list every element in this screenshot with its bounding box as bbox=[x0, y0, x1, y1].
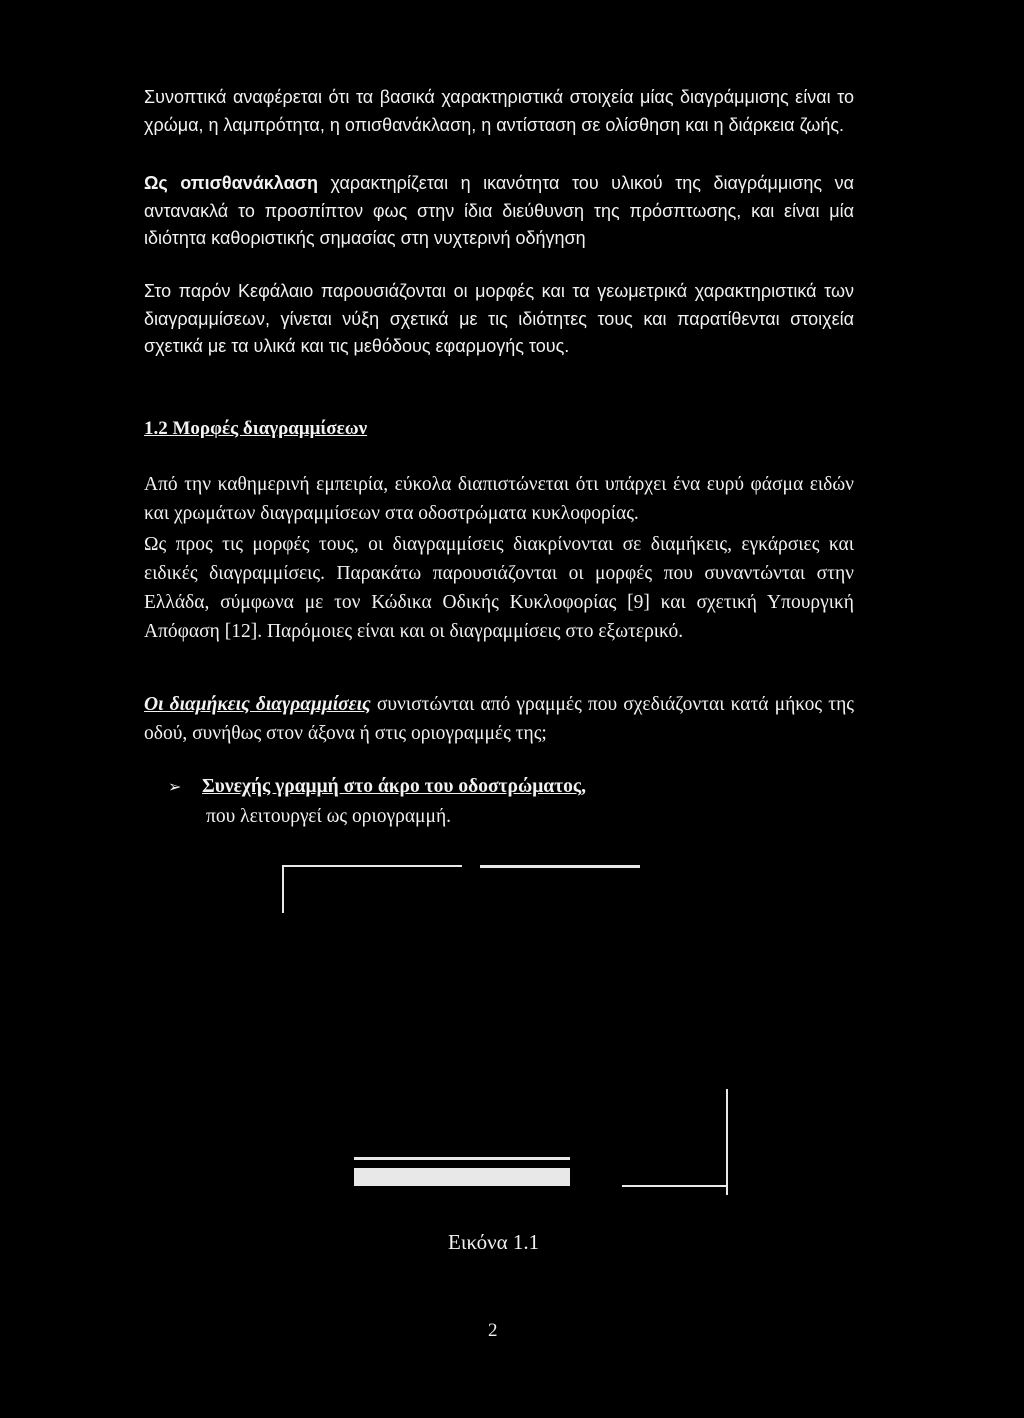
figure-top-line-right bbox=[480, 865, 640, 868]
page-number: 2 bbox=[488, 1320, 498, 1341]
section-text-2: Ως προς τις μορφές τους, οι διαγραμμίσεις διακρίνονται σε διαμήκεις, εγκάρσιες και ειδικές διαγραμμίσεις. Παρακάτω παρουσιάζονται οι μορφές που συναντώνται στην Ελλάδα, σύμφωνα με τον Κώδικα Οδικής Κυκλοφορίας [9] και σχετική Υπουργική Απόφαση [12]. Παρόμοιες είναι και οι διαγραμμίσεις στο εξωτερικό. bbox=[144, 534, 854, 642]
figure-left-edge bbox=[282, 865, 284, 913]
figure-edge-marking bbox=[354, 1168, 570, 1186]
retroreflection-paragraph bbox=[144, 170, 854, 253]
retroreflection-text: χαρακτηρίζεται η ικανότητα του υλικού της διαγράμμισης να αντανακλά το προσπίπτον φως στην ίδια διεύθυνση της πρόσπτωσης, και είναι μία ιδιότητα καθοριστικής σημασίας στη νυχτερινή οδήγηση bbox=[144, 173, 854, 248]
section-paragraph-1 bbox=[144, 470, 854, 528]
figure-thin-band bbox=[354, 1157, 570, 1160]
section-paragraph-2 bbox=[144, 530, 854, 646]
figure-short-line bbox=[622, 1185, 726, 1187]
section-text-1: Από την καθημερινή εμπειρία, εύκολα διαπιστώνεται ότι υπάρχει ένα ευρύ φάσμα ειδών και χρωμάτων διαγραμμίσεων στα οδοστρώματα κυκλοφορίας. bbox=[144, 474, 854, 524]
figure-top-line-left bbox=[282, 865, 462, 867]
bullet-item bbox=[168, 772, 858, 801]
longitudinal-term: Οι διαμήκεις διαγραμμίσεις bbox=[144, 694, 371, 715]
chapter-paragraph bbox=[144, 278, 854, 361]
bullet-title: Συνεχής γραμμή στο άκρο του οδοστρώματος, bbox=[202, 776, 587, 797]
chapter-text: Στο παρόν Κεφάλαιο παρουσιάζονται οι μορφές και τα γεωμετρικά χαρακτηριστικά των διαγραμμίσεων, γίνεται νύξη σχετικά με τις ιδιότητες τους και παρατίθενται στοιχεία σχετικά με τα υλικά και τις μεθόδους εφαρμογής τους. bbox=[144, 281, 854, 356]
figure-road-edge-line bbox=[260, 855, 740, 1195]
longitudinal-text: συνιστώνται από γραμμές που σχεδιάζονται κατά μήκος της οδού, συνήθως στον άξονα ή στις οριογραμμές της; bbox=[144, 694, 854, 744]
longitudinal-paragraph bbox=[144, 690, 854, 748]
figure-caption: Εικόνα 1.1 bbox=[448, 1230, 540, 1254]
arrow-bullet-icon: ➢ bbox=[168, 777, 182, 796]
retroreflection-term: Ως οπισθανάκλαση bbox=[144, 173, 318, 193]
intro-paragraph bbox=[144, 84, 854, 139]
section-heading: 1.2 Μορφές διαγραμμίσεων bbox=[144, 418, 368, 439]
bullet-subtitle: που λειτουργεί ως οριογραμμή. bbox=[206, 806, 452, 827]
figure-right-edge bbox=[726, 1089, 728, 1195]
intro-text: Συνοπτικά αναφέρεται ότι τα βασικά χαρακτηριστικά στοιχεία μίας διαγράμμισης είναι το χρώμα, η λαμπρότητα, η οπισθανάκλαση, η αντίσταση σε ολίσθηση και η διάρκεια ζωής. bbox=[144, 87, 854, 135]
